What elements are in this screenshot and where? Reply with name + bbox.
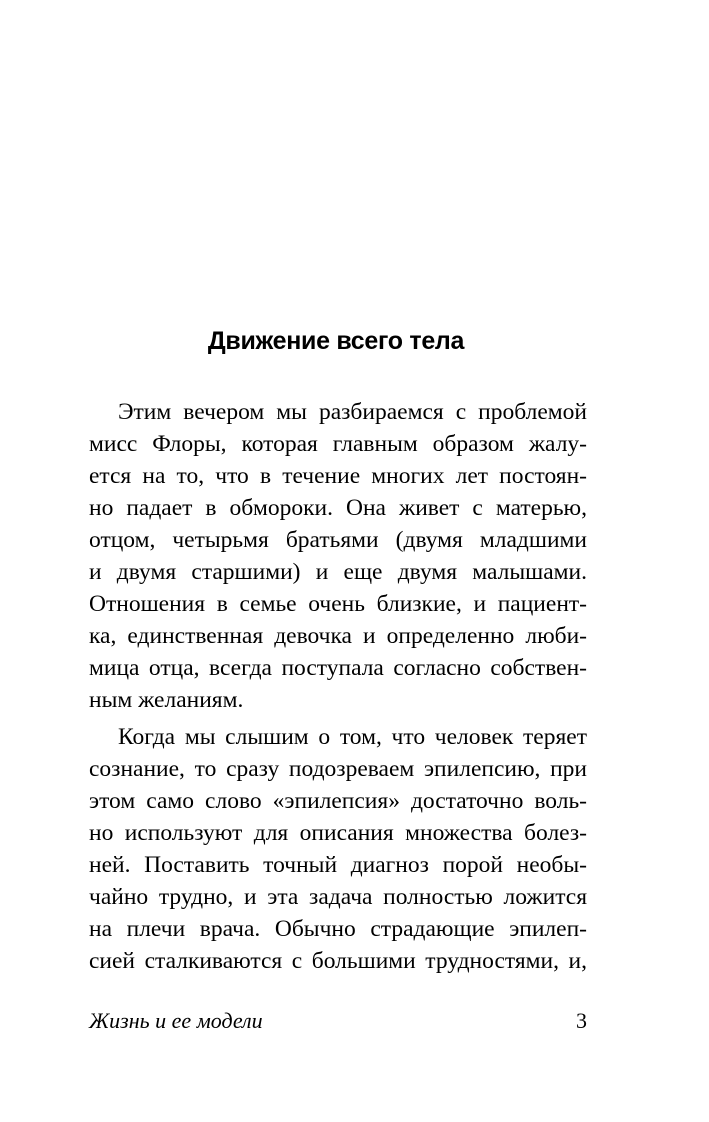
body-text (89, 396, 587, 977)
text-line: на плечи врача. Обычно страдающие эпилеп- (89, 916, 587, 942)
text-line: но падает в обмороки. Она живет с матерью, (89, 495, 587, 521)
text-line: ка, единственная девочка и определенно люби- (89, 623, 587, 649)
text-line: отцом, четырьмя братьями (двумя младшими (89, 527, 587, 553)
text-line: ным желаниям. (89, 687, 244, 713)
paragraph (89, 396, 587, 716)
text-line: чайно трудно, и эта задача полностью ложится (89, 884, 587, 910)
text-line: ней. Поставить точный диагноз порой необы- (89, 852, 587, 878)
paragraph (89, 721, 587, 977)
text-line: мица отца, всегда поступала согласно собствен- (89, 655, 587, 681)
page-number: 3 (576, 1008, 587, 1033)
text-line: Когда мы слышим о том, что человек теряет (118, 724, 587, 750)
text-line: ется на то, что в течение многих лет постоян- (89, 463, 587, 489)
text-line: но используют для описания множества болез- (89, 820, 587, 846)
text-line: и двумя старшими) и еще двумя малышами. (89, 559, 587, 585)
text-line: Этим вечером мы разбираемся с проблемой (118, 399, 587, 425)
text-line: Отношения в семье очень близкие, и пациент- (89, 591, 587, 617)
text-line: сией сталкиваются с большими трудностями, и, (89, 948, 587, 974)
chapter-title: Движение всего тела (207, 327, 465, 355)
text-line: этом само слово «эпилепсия» достаточно воль- (89, 788, 587, 814)
running-footer-title: Жизнь и ее модели (89, 1008, 263, 1033)
text-line: мисс Флоры, которая главным образом жалу- (89, 431, 587, 457)
text-line: сознание, то сразу подозреваем эпилепсию, при (89, 756, 587, 782)
